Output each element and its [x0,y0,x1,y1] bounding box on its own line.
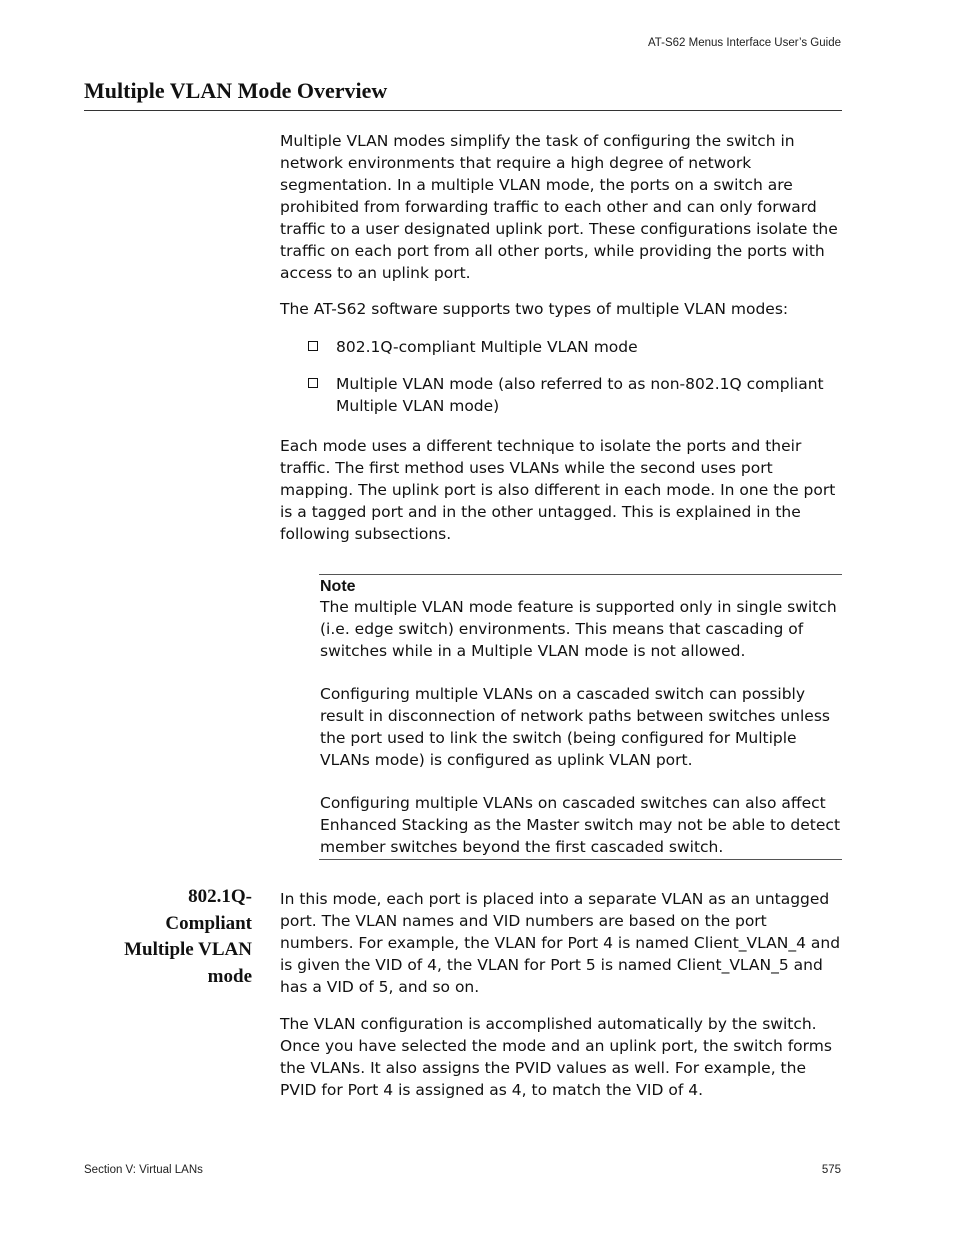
note-text-3: Configuring multiple VLANs on cascaded switches can also affect Enhanced Stacking as the Master switch may not be able to detect member switches beyond the first cascaded switch. [320,794,841,856]
note-text-1: The multiple VLAN mode feature is supported only in single switch (i.e. edge switch) environments. This means that cascading of switches while in a Multiple VLAN mode is not allowed. [320,598,837,660]
checkbox-bullet-icon [308,341,318,351]
intro-text-3: Each mode uses a different technique to isolate the ports and their traffic. The first method uses VLANs while the second uses port mapping. The uplink port is also different in each mode. In one the port is a tagged port and in the other untagged. This is explained in the following subsections. [280,437,836,543]
intro-paragraph-1 [280,130,842,284]
intro-paragraph-2 [280,298,842,320]
list-item [306,373,842,417]
subsection-text-1: In this mode, each port is placed into a separate VLAN as an untagged port. The VLAN names and VID numbers are based on the port numbers. For example, the VLAN for Port 4 is named Client_VLAN_4 and is given the VID of 4, the VLAN for Port 5 is named Client_VLAN_5 and has a VID of 5, and so on. [280,890,841,996]
subsection-heading-line: Compliant [165,912,252,934]
subsection-text-2: The VLAN configuration is accomplished automatically by the switch. Once you have selected the mode and an uplink port, the switch forms the VLANs. It also assigns the PVID values as well. For example, the PVID for Port 4 is assigned as 4, to match the VID of 4. [280,1015,832,1099]
note-box [319,574,842,860]
subsection-heading-line: mode [207,965,252,987]
subsection-heading-line: Multiple VLAN [124,939,252,960]
mode-list-2 [306,373,842,417]
list-item-text: 802.1Q-compliant Multiple VLAN mode [336,338,638,356]
title-divider [84,110,842,111]
checkbox-bullet-icon [308,378,318,388]
mode-list [306,336,842,358]
page-number: 575 [821,1164,841,1176]
list-item [306,336,842,358]
subsection-paragraph-2 [280,1013,842,1101]
note-title: Note [320,578,356,595]
section-title: Multiple VLAN Mode Overview [84,78,388,103]
intro-paragraph-3 [280,435,842,545]
footer-section-label: Section V: Virtual LANs [84,1164,203,1176]
subsection-paragraph-1 [280,888,842,998]
subsection-heading [90,884,252,990]
note-text-2: Configuring multiple VLANs on a cascaded switch can possibly result in disconnection of network paths between switches unless the port used to link the switch (being configured for Multiple VLANs mode) is configured as uplink VLAN port. [320,685,830,769]
running-header: AT-S62 Menus Interface User’s Guide [647,37,841,49]
intro-text-1: Multiple VLAN modes simplify the task of configuring the switch in network environments that require a high degree of network segmentation. In a multiple VLAN mode, the ports on a switch are prohibited from forwarding traffic to each other and can only forward traffic to a user designated uplink port. These configurations isolate the traffic on each port from all other ports, while providing the ports with access to an uplink port. [280,132,838,282]
list-item-text: Multiple VLAN mode (also referred to as non-802.1Q compliant Multiple VLAN mode) [336,375,824,415]
subsection-heading-line: 802.1Q- [188,886,252,907]
intro-text-2: The AT-S62 software supports two types of multiple VLAN modes: [280,300,789,318]
